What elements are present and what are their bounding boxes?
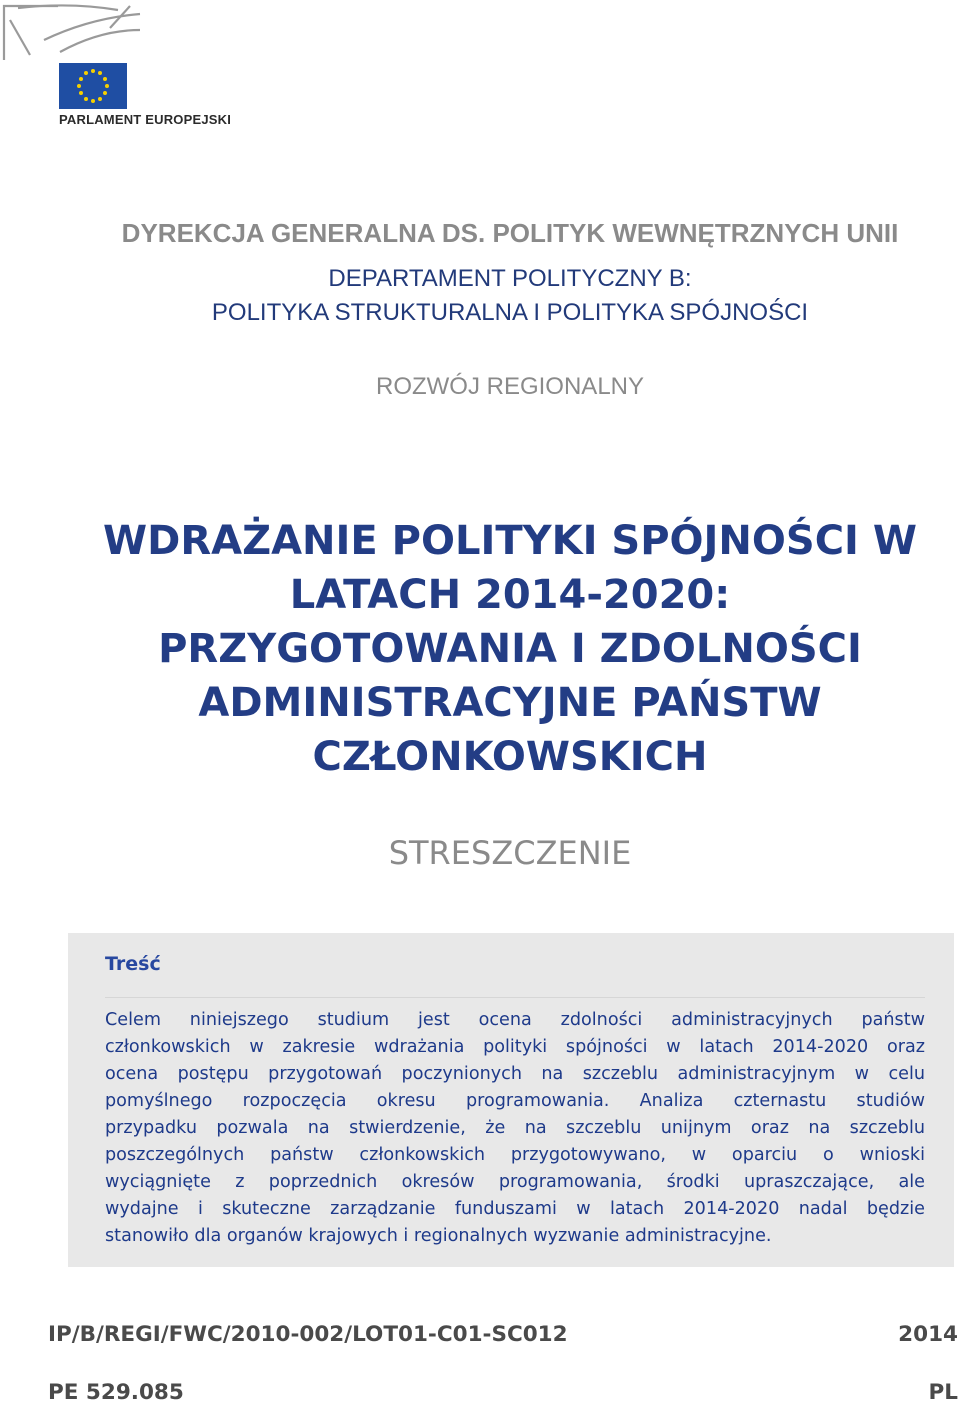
summary-label: STRESZCZENIE xyxy=(388,834,632,872)
abstract-text xyxy=(105,1007,925,1250)
title-line: ADMINISTRACYJNE PAŃSTW xyxy=(198,680,822,726)
department xyxy=(60,262,960,330)
title-line: WDRAŻANIE POLITYKI SPÓJNOŚCI W xyxy=(103,518,917,564)
abstract-line: członkowskich w zakresie wdrażania polityki spójności w latach 2014-2020 oraz xyxy=(105,1037,925,1057)
department-line: POLITYKA STRUKTURALNA I POLITYKA SPÓJNOŚCI xyxy=(211,299,809,326)
abstract-line: Celem niniejszego studium jest ocena zdolności administracyjnych państw xyxy=(105,1010,925,1030)
language-code: PL xyxy=(928,1380,958,1405)
abstract-line: wydajne i skuteczne zarządzanie funduszami w latach 2014-2020 nadal będzie xyxy=(105,1199,925,1219)
reference-number: IP/B/REGI/FWC/2010-002/LOT01-C01-SC012 xyxy=(48,1322,568,1347)
title-line: PRZYGOTOWANIA I ZDOLNOŚCI xyxy=(158,626,862,672)
logo-text: PARLAMENT EUROPEJSKI xyxy=(59,112,232,127)
european-parliament-logo xyxy=(0,0,230,140)
directorate-general: DYREKCJA GENERALNA DS. POLITYK WEWNĘTRZNYCH UNII xyxy=(121,218,899,248)
abstract-line: stanowiło dla organów krajowych i regionalnych wyzwanie administracyjne. xyxy=(105,1226,772,1246)
title-line: LATACH 2014-2020: xyxy=(289,572,731,618)
abstract-line: ocena postępu przygotowań poczynionych na szczeblu administracyjnym w celu xyxy=(105,1064,925,1084)
document-title xyxy=(60,514,960,784)
abstract-heading: Treść xyxy=(105,953,161,975)
abstract-line: wyciągnięte z poprzednich okresów programowania, środki upraszczające, ale xyxy=(105,1172,925,1192)
department-line: DEPARTAMENT POLITYCZNY B: xyxy=(328,265,692,292)
policy-area: ROZWÓJ REGIONALNY xyxy=(375,373,645,400)
title-line: CZŁONKOWSKICH xyxy=(312,734,708,780)
abstract-line: poszczególnych państw członkowskich przygotowywano, w oparciu o wnioski xyxy=(105,1145,925,1165)
publication-year: 2014 xyxy=(898,1322,958,1347)
abstract-line: pomyślnego rozpoczęcia okresu programowania. Analiza czternastu studiów xyxy=(105,1091,925,1111)
abstract-divider xyxy=(105,997,925,998)
abstract-box xyxy=(68,933,954,1267)
pe-number: PE 529.085 xyxy=(48,1380,184,1405)
abstract-line: przypadku pozwala na stwierdzenie, że na szczeblu unijnym oraz na szczeblu xyxy=(105,1118,925,1138)
